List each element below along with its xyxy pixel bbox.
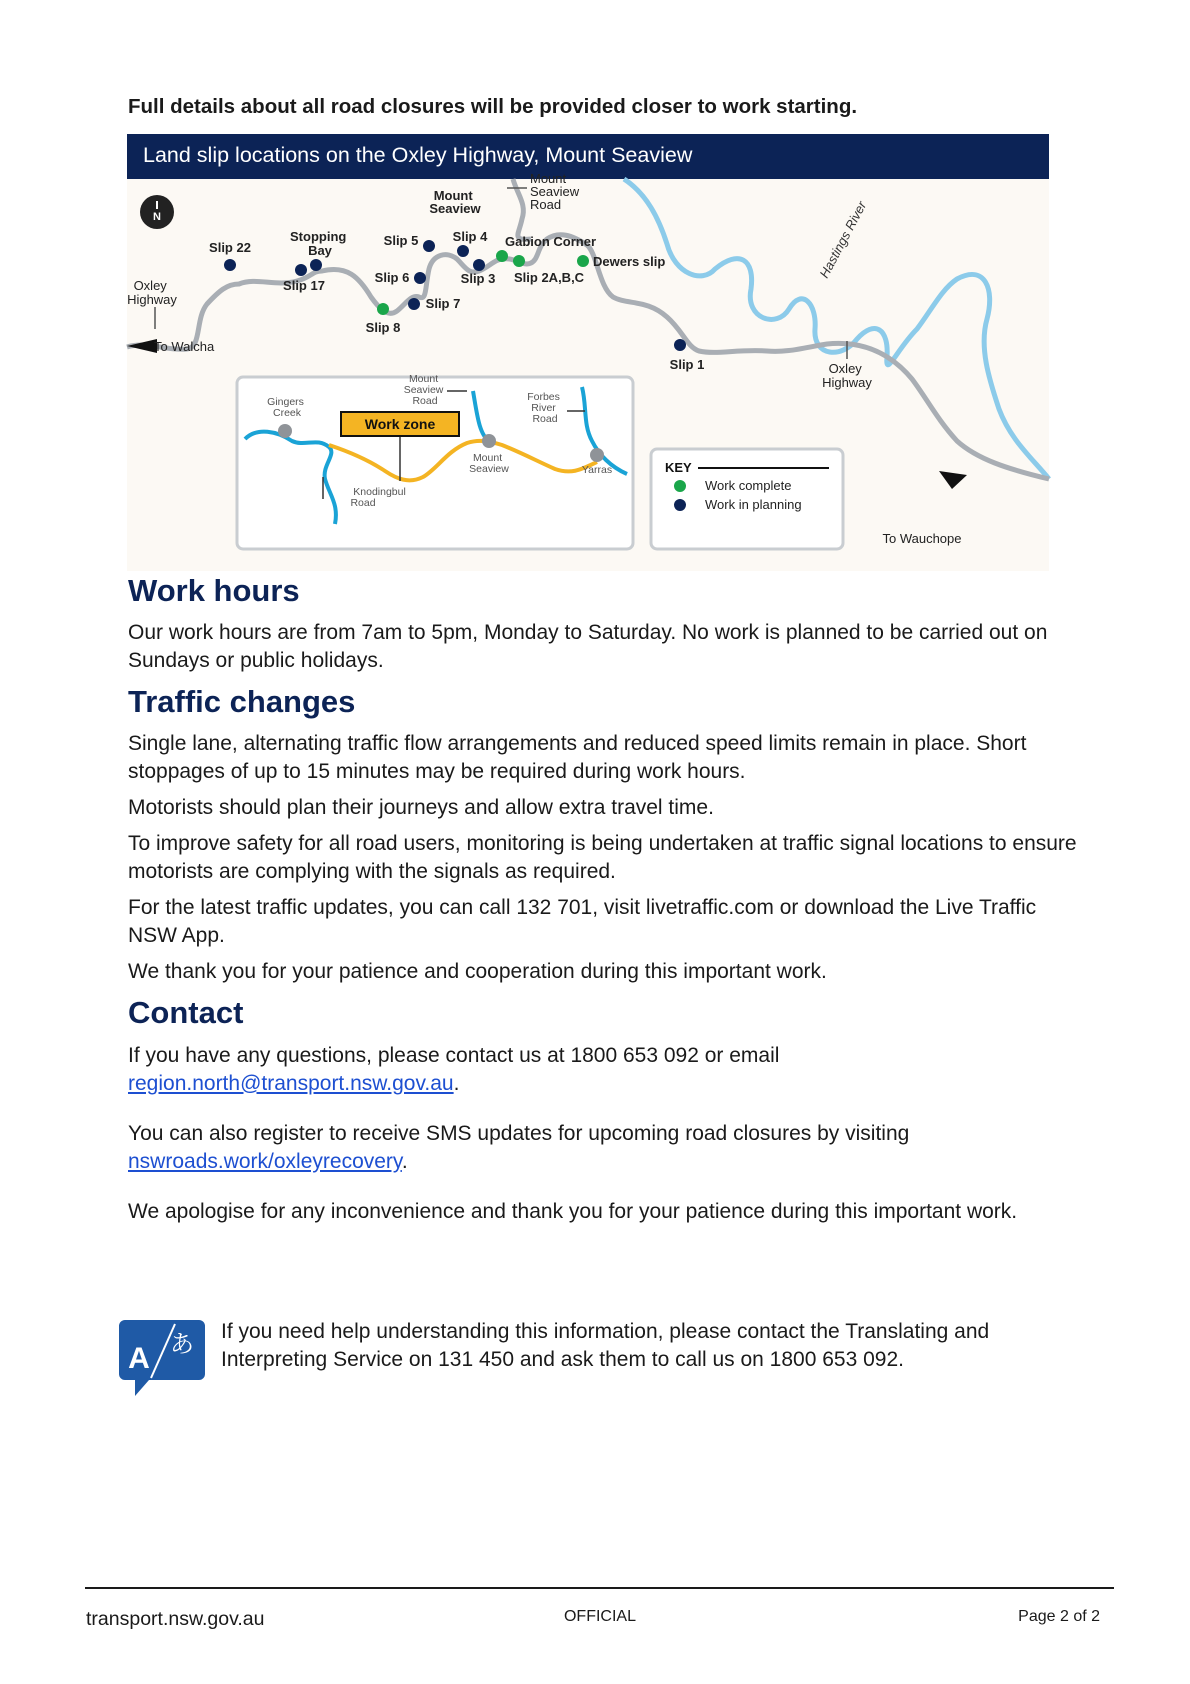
- slip-22-marker: [224, 259, 236, 271]
- svg-text:A: A: [128, 1342, 150, 1375]
- email-link[interactable]: region.north@transport.nsw.gov.au: [128, 1071, 454, 1095]
- contact-heading: Contact: [128, 995, 244, 1031]
- oxley-highway-west-label: Oxley Highway: [127, 278, 177, 307]
- dewers-slip-label: Dewers slip: [593, 254, 666, 269]
- slip-22-label: Slip 22: [209, 240, 251, 255]
- key-title: KEY: [665, 460, 692, 475]
- work-zone-label: Work zone: [364, 416, 436, 432]
- stopping-bay-label: Stopping Bay: [290, 229, 347, 258]
- traffic-text-2: Motorists should plan their journeys and allow extra travel time.: [128, 796, 714, 820]
- map-key: [651, 449, 843, 549]
- translate-icon: [119, 1318, 205, 1398]
- slip-8-marker: [377, 303, 389, 315]
- interpreter-notice: [119, 1318, 1099, 1398]
- slip-5-label: Slip 5: [383, 233, 419, 248]
- traffic-changes-heading: Traffic changes: [128, 684, 356, 720]
- slip-4-label: Slip 4: [452, 229, 488, 244]
- hastings-river: [624, 179, 1049, 479]
- oxley-highway-east-label: Oxley Highway: [822, 361, 872, 390]
- work-hours-heading: Work hours: [128, 573, 300, 608]
- footer-website: transport.nsw.gov.au: [86, 1608, 265, 1630]
- interpreter-text: If you need help understanding this information, please contact the Translating and Interpreting Service on 131 450 and ask them to call us on 1800 653 092.: [221, 1320, 990, 1371]
- slip-3-marker: [473, 259, 485, 271]
- contact-text-1: If you have any questions, please contact us at 1800 653 092 or email region.north@transport.nsw.gov.au.: [128, 1043, 780, 1095]
- map-title: Land slip locations on the Oxley Highway, Mount Seaview: [127, 134, 1049, 179]
- sms-register-link[interactable]: nswroads.work/oxleyrecovery: [128, 1149, 402, 1173]
- gabion-corner-marker: [496, 250, 508, 262]
- svg-text:あ: あ: [170, 1331, 194, 1358]
- key-planning-label: Work in planning: [705, 497, 802, 512]
- traffic-text-1: Single lane, alternating traffic flow arrangements and reduced speed limits remain in place. Short stoppages of up to 15 minutes may be required during work hours.: [128, 732, 1027, 784]
- footer-classification: OFFICIAL: [563, 1608, 636, 1625]
- intro-note: Full details about all road closures will be provided closer to work starting.: [128, 95, 858, 118]
- stopping-bay-marker: [310, 259, 322, 271]
- to-wauchope-label: To Wauchope: [882, 531, 962, 546]
- inset-map: [237, 373, 633, 549]
- slip-5-marker: [423, 240, 435, 252]
- key-complete-swatch: [674, 480, 686, 492]
- to-walcha-arrow-icon: [127, 339, 157, 353]
- footer-divider: [85, 1587, 1114, 1589]
- slip-1-marker: [674, 339, 686, 351]
- inset-mount-seaview-road-label: Mount Seaview Road: [403, 373, 444, 407]
- slip-7-marker: [408, 298, 420, 310]
- work-hours-text: Our work hours are from 7am to 5pm, Monday to Saturday. No work is planned to be carried out on Sundays or public holidays.: [128, 621, 1048, 673]
- hastings-river-label: Hastings River: [816, 198, 870, 281]
- main-content: [128, 566, 1088, 1234]
- map-graphic: [127, 171, 1049, 571]
- slip-8-label: Slip 8: [365, 320, 401, 335]
- inset-mount-seaview-label: Mount Seaview: [469, 452, 509, 475]
- gabion-corner-label: Gabion Corner: [505, 234, 597, 249]
- slip-1-label: Slip 1: [669, 357, 705, 372]
- footer-page-number: Page 2 of 2: [1018, 1608, 1100, 1625]
- slip-location-map: [127, 171, 1049, 571]
- slip-2abc-label: Slip 2A,B,C: [514, 270, 585, 285]
- contact-text-3: We apologise for any inconvenience and thank you for your patience during this important work.: [128, 1199, 1018, 1223]
- contact-text-2: You can also register to receive SMS updates for upcoming road closures by visiting nswroads.work/oxleyrecovery.: [128, 1121, 910, 1173]
- slip-4-marker: [457, 245, 469, 257]
- slip-6-label: Slip 6: [374, 270, 410, 285]
- traffic-text-3: To improve safety for all road users, monitoring is being undertaken at traffic signal locations to ensure motorists are complying with the signals as required.: [128, 832, 1077, 884]
- slip-7-label: Slip 7: [425, 296, 461, 311]
- north-arrow-icon: [140, 195, 174, 229]
- yarras-label: Yarras: [581, 464, 613, 476]
- knodingbul-road-label: Knodingbul Road: [350, 486, 406, 509]
- slip-6-marker: [414, 272, 426, 284]
- slip-3-label: Slip 3: [460, 271, 496, 286]
- forbes-river-road-label: Forbes River Road: [527, 391, 560, 425]
- slip-17-label: Slip 17: [283, 278, 325, 293]
- svg-text:N: N: [153, 211, 161, 223]
- key-complete-label: Work complete: [705, 478, 792, 493]
- dewers-slip-marker: [577, 255, 589, 267]
- to-wauchope-arrow-icon: [939, 471, 967, 489]
- slip-2abc-marker: [513, 255, 525, 267]
- slip-17-marker: [295, 264, 307, 276]
- traffic-text-4: For the latest traffic updates, you can call 132 701, visit livetraffic.com or download the Live Traffic NSW App.: [128, 896, 1037, 948]
- to-walcha-label: To Walcha: [154, 339, 215, 354]
- traffic-text-5: We thank you for your patience and cooperation during this important work.: [128, 960, 827, 984]
- gingers-creek-label: Gingers Creek: [267, 396, 304, 419]
- mount-seaview-label: Mount Seaview: [429, 188, 481, 216]
- mount-seaview-road-label: Mount Seaview Road: [530, 171, 580, 212]
- key-planning-swatch: [674, 499, 686, 511]
